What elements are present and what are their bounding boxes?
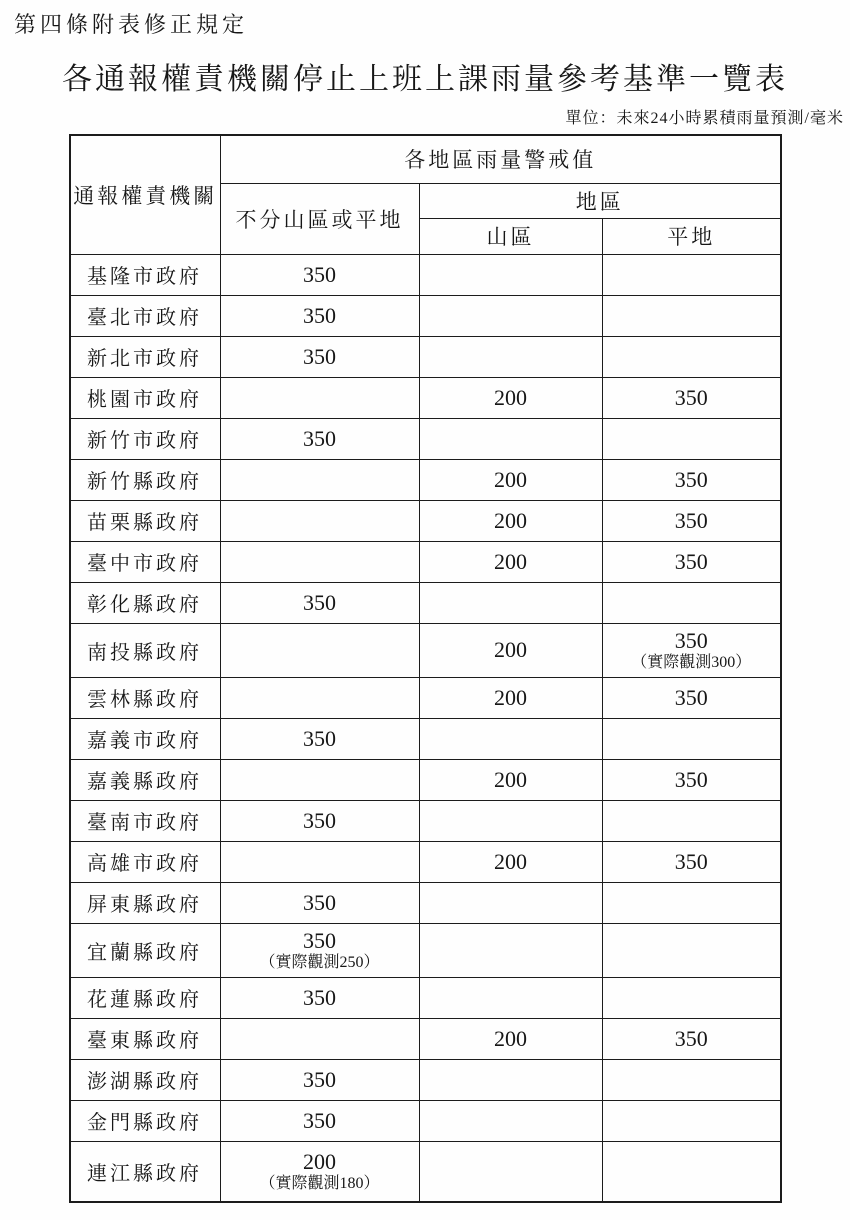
flat-cell xyxy=(602,418,781,459)
flat-cell xyxy=(602,254,781,295)
agency-cell: 南投縣政府 xyxy=(70,623,220,677)
mountain-cell: 200 xyxy=(419,623,602,677)
all-areas-cell xyxy=(220,295,419,336)
flat-value: 350 xyxy=(674,466,708,492)
agency-cell: 宜蘭縣政府 xyxy=(70,923,220,977)
mountain-cell xyxy=(419,418,602,459)
table-row xyxy=(70,882,781,923)
all-areas-value: 350 xyxy=(303,1107,336,1133)
table-row xyxy=(70,759,781,800)
all-areas-value: 200 xyxy=(303,1149,336,1174)
agency-cell: 新竹市政府 xyxy=(70,418,220,459)
flat-cell xyxy=(602,1141,781,1202)
table-row xyxy=(70,1141,781,1202)
flat-cell xyxy=(602,759,781,800)
all-areas-value: 350 xyxy=(303,927,336,953)
mountain-cell: 200 xyxy=(419,759,602,800)
agency-cell: 屏東縣政府 xyxy=(70,882,220,923)
col-header-region: 地區 xyxy=(419,183,781,218)
agency-cell: 基隆市政府 xyxy=(70,254,220,295)
mountain-cell: 200 xyxy=(419,677,602,718)
header-row-1 xyxy=(70,135,781,183)
agency-cell: 臺東縣政府 xyxy=(70,1018,220,1059)
all-areas-cell xyxy=(220,377,419,418)
flat-value: 350 xyxy=(674,627,708,653)
all-areas-value: 350 xyxy=(303,261,336,287)
table-row xyxy=(70,459,781,500)
mountain-cell xyxy=(419,254,602,295)
flat-cell xyxy=(602,1018,781,1059)
all-areas-cell xyxy=(220,718,419,759)
flat-note: （實際觀測300） xyxy=(631,654,752,672)
all-areas-value: 350 xyxy=(303,302,336,328)
all-areas-cell xyxy=(220,1059,419,1100)
flat-cell xyxy=(602,882,781,923)
mountain-cell xyxy=(419,800,602,841)
mountain-cell: 200 xyxy=(419,841,602,882)
all-areas-cell xyxy=(220,1018,419,1059)
agency-cell: 澎湖縣政府 xyxy=(70,1059,220,1100)
col-header-flat: 平地 xyxy=(602,218,781,254)
table-row xyxy=(70,582,781,623)
page-title: 各通報權責機關停止上班上課雨量參考基準一覽表 xyxy=(62,63,788,96)
flat-cell xyxy=(602,582,781,623)
table-row xyxy=(70,623,781,677)
document-heading: 第四條附表修正規定 xyxy=(14,12,249,37)
col-header-agency: 通報權責機關 xyxy=(70,135,220,254)
table-row xyxy=(70,800,781,841)
agency-cell: 金門縣政府 xyxy=(70,1100,220,1141)
table-row xyxy=(70,541,781,582)
table-row xyxy=(70,500,781,541)
all-areas-note: （實際觀測180） xyxy=(259,1175,380,1193)
table-row xyxy=(70,1018,781,1059)
flat-cell xyxy=(602,841,781,882)
mountain-cell xyxy=(419,718,602,759)
mountain-cell: 200 xyxy=(419,500,602,541)
all-areas-cell xyxy=(220,1141,419,1202)
agency-cell: 彰化縣政府 xyxy=(70,582,220,623)
agency-cell: 雲林縣政府 xyxy=(70,677,220,718)
agency-cell: 高雄市政府 xyxy=(70,841,220,882)
all-areas-cell xyxy=(220,923,419,977)
agency-cell: 苗栗縣政府 xyxy=(70,500,220,541)
mountain-cell xyxy=(419,1141,602,1202)
table-row xyxy=(70,718,781,759)
flat-value: 350 xyxy=(674,384,708,410)
all-areas-value: 350 xyxy=(303,889,336,915)
flat-cell xyxy=(602,977,781,1018)
table-row xyxy=(70,841,781,882)
flat-cell xyxy=(602,500,781,541)
table-row xyxy=(70,254,781,295)
agency-cell: 臺北市政府 xyxy=(70,295,220,336)
flat-value: 350 xyxy=(674,507,708,533)
flat-cell xyxy=(602,923,781,977)
agency-cell: 嘉義市政府 xyxy=(70,718,220,759)
all-areas-note: （實際觀測250） xyxy=(259,954,380,972)
col-header-mountain: 山區 xyxy=(419,218,602,254)
mountain-cell: 200 xyxy=(419,377,602,418)
all-areas-cell xyxy=(220,623,419,677)
all-areas-cell xyxy=(220,254,419,295)
mountain-cell xyxy=(419,977,602,1018)
mountain-cell xyxy=(419,295,602,336)
agency-cell: 新北市政府 xyxy=(70,336,220,377)
all-areas-cell xyxy=(220,541,419,582)
flat-cell xyxy=(602,377,781,418)
flat-cell xyxy=(602,295,781,336)
agency-cell: 桃園市政府 xyxy=(70,377,220,418)
all-areas-cell xyxy=(220,418,419,459)
flat-value: 350 xyxy=(674,848,708,874)
mountain-cell xyxy=(419,582,602,623)
flat-value: 350 xyxy=(674,1025,708,1051)
flat-value: 350 xyxy=(674,684,708,710)
table-row xyxy=(70,1059,781,1100)
all-areas-cell xyxy=(220,977,419,1018)
flat-cell xyxy=(602,677,781,718)
all-areas-value: 350 xyxy=(303,1066,336,1092)
all-areas-cell xyxy=(220,459,419,500)
flat-value: 350 xyxy=(674,548,708,574)
table-row xyxy=(70,418,781,459)
all-areas-cell xyxy=(220,841,419,882)
all-areas-cell xyxy=(220,336,419,377)
agency-cell: 花蓮縣政府 xyxy=(70,977,220,1018)
all-areas-value: 350 xyxy=(303,425,336,451)
flat-cell xyxy=(602,1100,781,1141)
agency-cell: 臺中市政府 xyxy=(70,541,220,582)
agency-cell: 連江縣政府 xyxy=(70,1141,220,1202)
table-body xyxy=(70,254,781,1202)
rainfall-threshold-table xyxy=(69,134,782,1203)
flat-cell xyxy=(602,800,781,841)
flat-cell xyxy=(602,541,781,582)
all-areas-value: 350 xyxy=(303,807,336,833)
flat-cell xyxy=(602,623,781,677)
all-areas-value: 350 xyxy=(303,725,336,751)
all-areas-value: 350 xyxy=(303,343,336,369)
all-areas-cell xyxy=(220,582,419,623)
mountain-cell xyxy=(419,882,602,923)
agency-cell: 嘉義縣政府 xyxy=(70,759,220,800)
flat-cell xyxy=(602,718,781,759)
all-areas-value: 350 xyxy=(303,589,336,615)
mountain-cell xyxy=(419,1100,602,1141)
table-row xyxy=(70,1100,781,1141)
mountain-cell: 200 xyxy=(419,541,602,582)
all-areas-value: 350 xyxy=(303,984,336,1010)
unit-note: 單位：未來24小時累積雨量預測/毫米 xyxy=(565,110,844,127)
mountain-cell xyxy=(419,1059,602,1100)
table-row xyxy=(70,977,781,1018)
mountain-cell: 200 xyxy=(419,459,602,500)
mountain-cell: 200 xyxy=(419,1018,602,1059)
all-areas-cell xyxy=(220,677,419,718)
flat-cell xyxy=(602,336,781,377)
all-areas-cell xyxy=(220,1100,419,1141)
flat-value: 350 xyxy=(674,766,708,792)
col-header-no-distinction: 不分山區或平地 xyxy=(220,183,419,254)
all-areas-cell xyxy=(220,882,419,923)
mountain-cell xyxy=(419,923,602,977)
agency-cell: 臺南市政府 xyxy=(70,800,220,841)
table-row xyxy=(70,295,781,336)
flat-cell xyxy=(602,459,781,500)
table-row xyxy=(70,377,781,418)
table-row xyxy=(70,336,781,377)
all-areas-cell xyxy=(220,759,419,800)
col-header-warning-value: 各地區雨量警戒值 xyxy=(220,135,781,183)
mountain-cell xyxy=(419,336,602,377)
flat-cell xyxy=(602,1059,781,1100)
all-areas-cell xyxy=(220,800,419,841)
table-row xyxy=(70,677,781,718)
table-row xyxy=(70,923,781,977)
all-areas-cell xyxy=(220,500,419,541)
agency-cell: 新竹縣政府 xyxy=(70,459,220,500)
